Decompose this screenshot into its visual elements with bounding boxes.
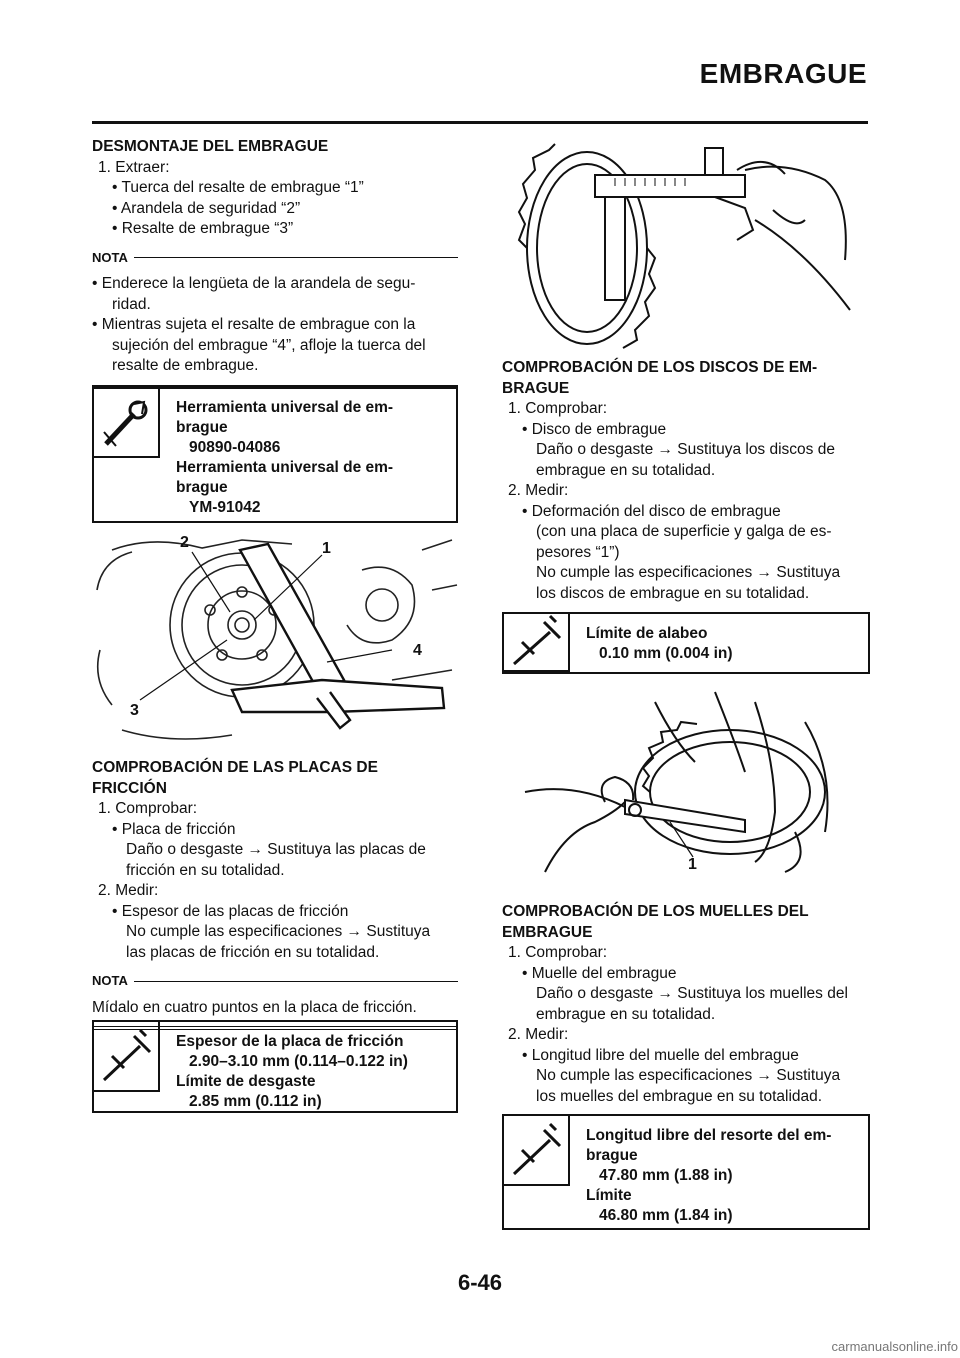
figure-caliper-friction-plate [505, 140, 860, 355]
step-text: 1. Extraer: [98, 158, 170, 176]
detail-text: Daño o desgaste → Sustituya los muelles del [536, 985, 848, 1002]
callout-4: 4 [413, 642, 422, 659]
spec-line: Longitud libre del resorte del em- [586, 1127, 832, 1144]
caliper-icon [94, 1022, 160, 1092]
caliper-icon [504, 614, 570, 672]
detail-text: Daño o desgaste → Sustituya las placas de [126, 841, 426, 858]
detail-text: No cumple las especificaciones → Sustituya [536, 564, 841, 581]
callout-1: 1 [688, 856, 697, 873]
detail-text: No cumple las especificaciones → Sustituya [126, 923, 431, 940]
spec-line: brague [176, 419, 228, 436]
spec-value: 2.85 mm (0.112 in) [189, 1093, 322, 1110]
note-text: Mídalo en cuatro puntos en la placa de fricción. [92, 998, 417, 1016]
section-title-placas: COMPROBACIÓN DE LAS PLACAS DE [92, 759, 378, 776]
section-title-desmontaje: DESMONTAJE DEL EMBRAGUE [92, 138, 329, 155]
spec-line: Límite [586, 1187, 632, 1204]
step-text: 1. Comprobar: [98, 800, 198, 817]
note-text: • Mientras sujeta el resalte de embrague con la [92, 316, 416, 333]
detail-text: los discos de embrague en su totalidad. [536, 584, 810, 602]
detail-text: pesores “1”) [536, 543, 620, 561]
spec-value: 2.90–3.10 mm (0.114–0.122 in) [189, 1053, 408, 1070]
note-text: sujeción del embrague “4”, afloje la tuerca del [112, 336, 426, 354]
watermark: carmanualsonline.info [831, 1339, 958, 1354]
section-title-discos: COMPROBACIÓN DE LOS DISCOS DE EM- [502, 359, 818, 376]
spec-value: 47.80 mm (1.88 in) [599, 1167, 733, 1184]
right-column [502, 358, 870, 604]
bullet-text: • Espesor de las placas de fricción [112, 902, 349, 920]
spec-value: 0.10 mm (0.004 in) [599, 645, 733, 662]
detail-text: las placas de fricción en su totalidad. [126, 943, 380, 961]
callout-3: 3 [130, 702, 139, 719]
nota-header [92, 248, 458, 269]
nota-header [92, 971, 458, 992]
bullet-text: • Placa de fricción [112, 820, 236, 838]
detail-text: fricción en su totalidad. [126, 861, 285, 879]
detail-text: embrague en su totalidad. [536, 461, 716, 479]
bullet-text: • Tuerca del resalte de embrague “1” [112, 179, 364, 196]
step-text: 1. Comprobar: [508, 400, 608, 417]
page-number: 6-46 [457, 1270, 503, 1295]
spec-value: 46.80 mm (1.84 in) [599, 1207, 733, 1224]
spec-line: Herramienta universal de em- [176, 459, 394, 476]
bullet-text: • Disco de embrague [522, 420, 667, 438]
detail-text: los muelles del embrague en su totalidad. [536, 1087, 823, 1105]
spec-line: Espesor de la placa de fricción [176, 1033, 404, 1050]
callout-2: 2 [180, 534, 189, 551]
nota-label: NOTA [92, 973, 128, 988]
note-text: resalte de embrague. [112, 357, 259, 374]
figure-feeler-gauge-disc [505, 682, 860, 882]
step-text: 1. Comprobar: [508, 944, 608, 961]
spec-value: 90890-04086 [189, 439, 281, 456]
section-title-muelles-cont: EMBRAGUE [502, 923, 593, 941]
detail-text: Daño o desgaste → Sustituya los discos de [536, 441, 835, 458]
bullet-text: • Arandela de seguridad “2” [112, 199, 301, 217]
nota-label: NOTA [92, 249, 128, 265]
callout-1: 1 [322, 540, 331, 557]
detail-text: (con una placa de superficie y galga de es- [536, 523, 832, 540]
spec-box-spring-length [502, 1114, 870, 1230]
figure-clutch-holder [92, 530, 462, 755]
spec-line: Límite de desgaste [176, 1073, 316, 1090]
spec-line: Límite de alabeo [586, 625, 708, 642]
bullet-text: • Muelle del embrague [522, 964, 677, 982]
note-text: ridad. [112, 295, 151, 313]
spec-value: YM-91042 [189, 499, 261, 516]
bullet-text: • Longitud libre del muelle del embrague [522, 1046, 799, 1064]
section-title-discos-cont: BRAGUE [502, 379, 570, 397]
page-title: EMBRAGUE [699, 58, 867, 89]
section-title-muelles: COMPROBACIÓN DE LOS MUELLES DEL [502, 903, 809, 920]
left-column [92, 137, 458, 389]
note-text: • Enderece la lengüeta de la arandela de segu- [92, 275, 416, 292]
left-column-lower [92, 758, 458, 1030]
detail-text: No cumple las especificaciones → Sustituya [536, 1067, 841, 1084]
step-text: 2. Medir: [508, 482, 569, 499]
right-column-lower [502, 902, 870, 1107]
bullet-text: • Deformación del disco de embrague [522, 502, 781, 520]
caliper-icon [504, 1116, 570, 1186]
step-text: 2. Medir: [508, 1026, 569, 1043]
step-text: 2. Medir: [98, 882, 159, 899]
section-title-placas-cont: FRICCIÓN [92, 779, 167, 797]
wrench-tool-icon [94, 388, 160, 458]
header-rule [92, 121, 868, 124]
spec-line: brague [586, 1147, 638, 1164]
spec-box-friction-thickness [92, 1020, 458, 1113]
spec-line: brague [176, 479, 228, 496]
spec-box-tool [92, 386, 458, 523]
spec-line: Herramienta universal de em- [176, 399, 394, 416]
spec-box-warp-limit [502, 612, 870, 674]
detail-text: embrague en su totalidad. [536, 1005, 716, 1023]
bullet-text: • Resalte de embrague “3” [112, 220, 294, 237]
